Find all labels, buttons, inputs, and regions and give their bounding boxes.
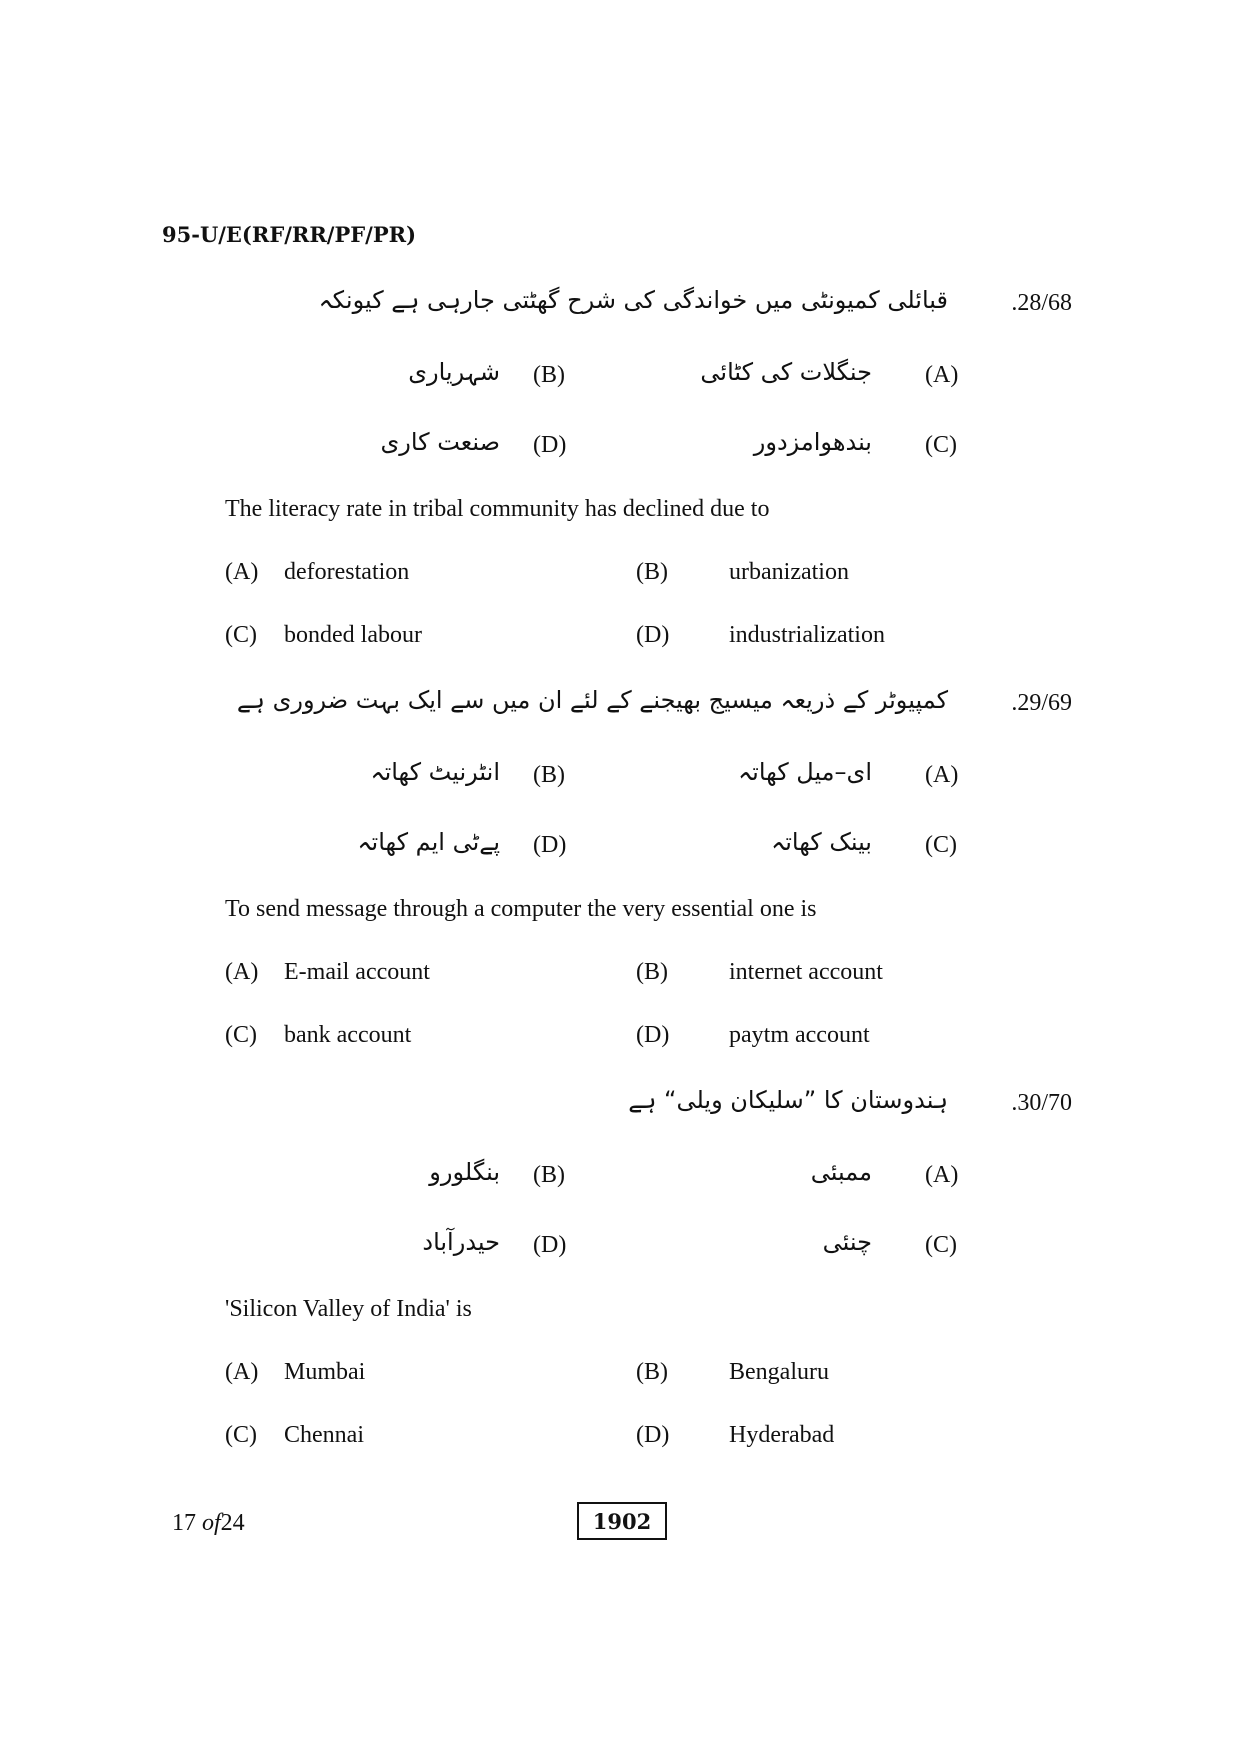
urdu-question: ہندوستان کا ”سلیکان ویلی“ ہے (628, 1086, 948, 1114)
english-option-b: internet account (729, 959, 883, 985)
english-option-d: industrialization (729, 622, 885, 648)
paper-code: 95-U/E(RF/RR/PF/PR) (162, 222, 417, 247)
english-option-a-label: (A) (225, 1359, 259, 1385)
english-option-c-label: (C) (225, 622, 257, 648)
english-option-d: Hyderabad (729, 1422, 835, 1448)
english-option-a: E-mail account (284, 959, 430, 985)
question-number: .30/70 (1011, 1090, 1072, 1116)
urdu-option-b: انٹرنیٹ کھاتہ (370, 758, 500, 786)
urdu-option-b-label: (B) (533, 1162, 565, 1188)
urdu-option-a: جنگلات کی کٹائی (700, 358, 872, 386)
english-option-c: bonded labour (284, 622, 422, 648)
page-number (172, 1510, 245, 1537)
page-total: 24 (220, 1510, 245, 1536)
urdu-option-c: بندھوامزدور (753, 428, 872, 456)
urdu-option-a-label: (A) (925, 762, 959, 788)
english-option-c: bank account (284, 1022, 412, 1048)
urdu-option-d-label: (D) (533, 1232, 567, 1258)
urdu-option-c-label: (C) (925, 1232, 957, 1258)
urdu-option-a-label: (A) (925, 1162, 959, 1188)
english-option-d-label: (D) (636, 622, 670, 648)
english-option-d: paytm account (729, 1022, 870, 1048)
urdu-question: کمپیوٹر کے ذریعہ میسیج بھیجنے کے لئے ان میں سے ایک بہت ضروری ہے (236, 686, 948, 714)
urdu-option-a: ممبئی (810, 1158, 872, 1186)
urdu-option-b: شہریاری (408, 358, 500, 386)
urdu-option-d-label: (D) (533, 832, 567, 858)
urdu-option-c: بینک کھاتہ (771, 828, 872, 856)
english-option-b-label: (B) (636, 959, 668, 985)
english-option-a: Mumbai (284, 1359, 366, 1385)
english-option-d-label: (D) (636, 1022, 670, 1048)
urdu-option-c: چنئی (822, 1228, 872, 1256)
urdu-question: قبائلی کمیونٹی میں خواندگی کی شرح گھٹتی جارہی ہے کیونکہ (318, 286, 948, 314)
english-option-c: Chennai (284, 1422, 364, 1448)
english-option-a-label: (A) (225, 559, 259, 585)
urdu-option-c-label: (C) (925, 432, 957, 458)
booklet-code: 1902 (592, 1508, 652, 1534)
urdu-option-d: حیدرآباد (422, 1228, 500, 1256)
urdu-option-a: ای–میل کھاتہ (738, 758, 872, 786)
urdu-option-c-label: (C) (925, 832, 957, 858)
urdu-option-d: صنعت کاری (380, 428, 500, 456)
english-question: The literacy rate in tribal community has declined due to (225, 496, 770, 522)
english-question: To send message through a computer the very essential one is (225, 896, 817, 922)
english-option-b-label: (B) (636, 1359, 668, 1385)
page-current: 17 (172, 1510, 196, 1536)
urdu-option-b-label: (B) (533, 362, 565, 388)
urdu-option-b-label: (B) (533, 762, 565, 788)
urdu-option-d: پےٹی ایم کھاتہ (357, 828, 500, 856)
english-option-b: urbanization (729, 559, 849, 585)
question-number: .29/69 (1011, 690, 1072, 716)
question-number: .28/68 (1011, 290, 1072, 316)
english-option-c-label: (C) (225, 1422, 257, 1448)
booklet-code-box (577, 1502, 667, 1540)
urdu-option-d-label: (D) (533, 432, 567, 458)
english-question: 'Silicon Valley of India' is (225, 1296, 472, 1322)
page-of: of (202, 1510, 221, 1536)
english-option-d-label: (D) (636, 1422, 670, 1448)
english-option-b-label: (B) (636, 559, 668, 585)
english-option-a: deforestation (284, 559, 410, 585)
english-option-b: Bengaluru (729, 1359, 829, 1385)
urdu-option-a-label: (A) (925, 362, 959, 388)
english-option-c-label: (C) (225, 1022, 257, 1048)
english-option-a-label: (A) (225, 959, 259, 985)
urdu-option-b: بنگلورو (429, 1158, 500, 1186)
